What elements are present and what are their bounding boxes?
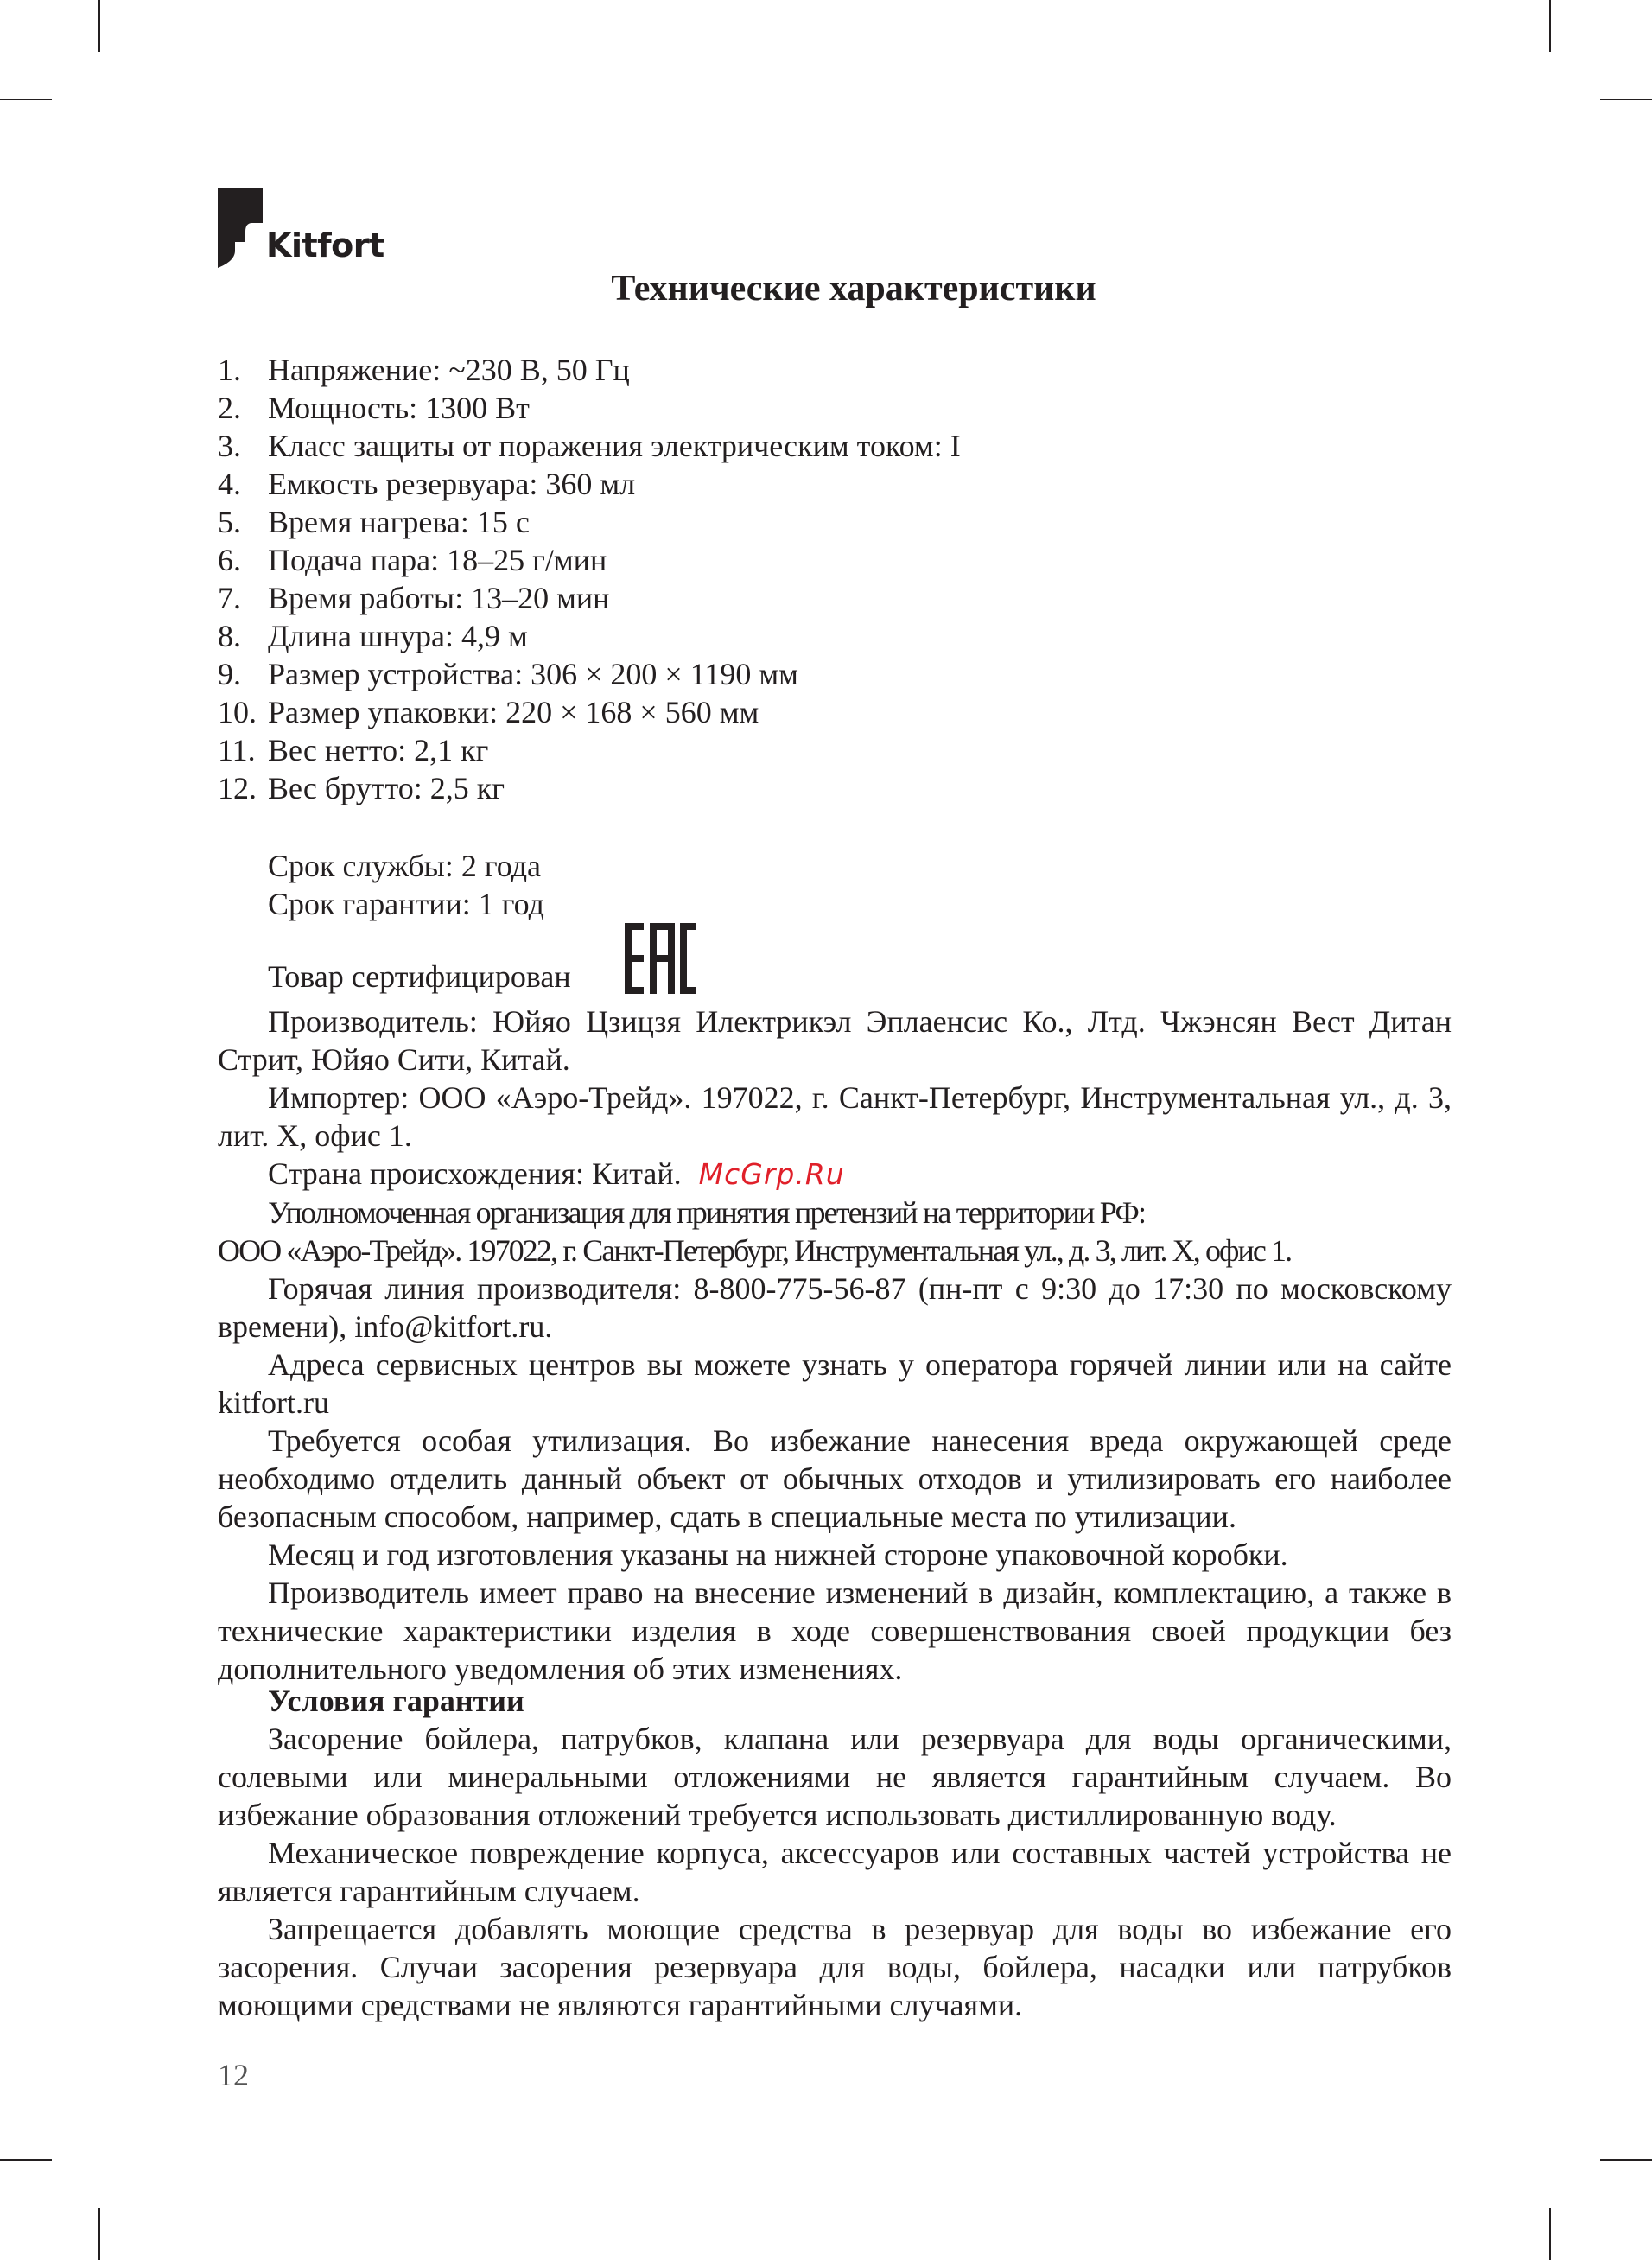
changes-notice: Производитель имеет право на внесение изменений в дизайн, комплектацию, а также в технические характеристики изделия в ходе совершенствования своей продукции без дополнительного уведомления об этих изменениях. <box>218 1576 1452 1686</box>
warranty-paragraph: Засорение бойлера, патрубков, клапана или резервуара для воды органическими, солевыми или минеральными отложениями не является гарантийным случаем. Во избежание образования отложений требуется использовать дистиллированную воду. <box>218 1722 1452 1832</box>
warranty-section <box>218 1682 1452 2024</box>
service-life: Срок службы: 2 года <box>268 849 542 883</box>
crop-mark <box>0 2159 52 2161</box>
info-block <box>218 847 1452 1688</box>
crop-mark <box>1600 99 1652 100</box>
crop-mark <box>1600 2159 1652 2161</box>
watermark: McGrp.Ru <box>698 1157 845 1191</box>
list-item: 5. Время нагрева: 15 с <box>218 505 530 539</box>
eac-mark-icon <box>575 923 696 1003</box>
list-item: 4. Емкость резервуара: 360 мл <box>218 467 636 501</box>
crop-mark <box>1549 2208 1551 2260</box>
warranty-heading: Условия гарантии <box>268 1684 524 1718</box>
hotline: Горячая линия производителя: 8-800-775-56-87 (пн-пт с 9:30 до 17:30 по московскому времени), info@kitfort.ru. <box>218 1271 1452 1344</box>
page-title: Технические характеристики <box>611 269 1096 309</box>
crop-mark <box>98 0 100 52</box>
crop-mark <box>0 99 52 100</box>
list-item: 10. Размер упаковки: 220 × 168 × 560 мм <box>218 695 759 729</box>
manufacturer: Производитель: Юйяо Цзицзя Илектрикэл Эплаенсис Ко., Лтд. Чжэнсян Вест Дитан Стрит, Юйяо Сити, Китай. <box>218 1004 1452 1077</box>
list-item: 1. Напряжение: ~230 В, 50 Гц <box>218 353 630 387</box>
authorized-org-address: ООО «Аэро-Трейд». 197022, г. Санкт-Петербург, Инструментальная ул., д. 3, лит. Х, офис 1. <box>218 1233 1292 1268</box>
list-item: 7. Время работы: 13–20 мин <box>218 581 610 615</box>
brand-name: Kitfort <box>266 226 384 264</box>
kitfort-logo-icon <box>218 188 263 272</box>
page-number: 12 <box>218 2058 249 2092</box>
warranty-paragraph: Запрещается добавлять моющие средства в резервуар для воды во избежание его засорения. Случаи засорения резервуара для воды, бойлера, насадки или патрубков моющими средствами не являются гарантийными случаями. <box>218 1912 1452 2022</box>
warranty-period: Срок гарантии: 1 год <box>268 887 544 921</box>
specs-list <box>218 351 1453 807</box>
list-item: 8. Длина шнура: 4,9 м <box>218 619 528 653</box>
crop-mark <box>98 2208 100 2260</box>
list-item: 11. Вес нетто: 2,1 кг <box>218 733 489 767</box>
list-item: 2. Мощность: 1300 Вт <box>218 391 530 425</box>
warranty-paragraph: Механическое повреждение корпуса, аксессуаров или составных частей устройства не является гарантийным случаем. <box>218 1836 1452 1908</box>
service-centers: Адреса сервисных центров вы можете узнать у оператора горячей линии или на сайте kitfort.ru <box>218 1347 1452 1420</box>
country-of-origin: Страна происхождения: Китай. McGrp.Ru <box>268 1156 845 1191</box>
list-item: 9. Размер устройства: 306 × 200 × 1190 мм <box>218 657 798 691</box>
importer: Импортер: ООО «Аэро-Трейд». 197022, г. Санкт-Петербург, Инструментальная ул., д. 3, лит. Х, офис 1. <box>218 1080 1452 1153</box>
crop-mark <box>1549 0 1551 52</box>
manufacture-date: Месяц и год изготовления указаны на нижней стороне упаковочной коробки. <box>268 1537 1288 1572</box>
authorized-org: Уполномоченная организация для принятия претензий на территории РФ: <box>268 1195 1146 1230</box>
disposal: Требуется особая утилизация. Во избежание нанесения вреда окружающей среде необходимо отделить данный объект от обычных отходов и утилизировать его наиболее безопасным способом, например, сдать в специальные места по утилизации. <box>218 1423 1452 1534</box>
list-item: 6. Подача пара: 18–25 г/мин <box>218 543 607 577</box>
list-item: 3. Класс защиты от поражения электрическим током: I <box>218 429 961 463</box>
certification: Товар сертифицирован <box>218 923 1452 1003</box>
list-item: 12. Вес брутто: 2,5 кг <box>218 771 505 805</box>
